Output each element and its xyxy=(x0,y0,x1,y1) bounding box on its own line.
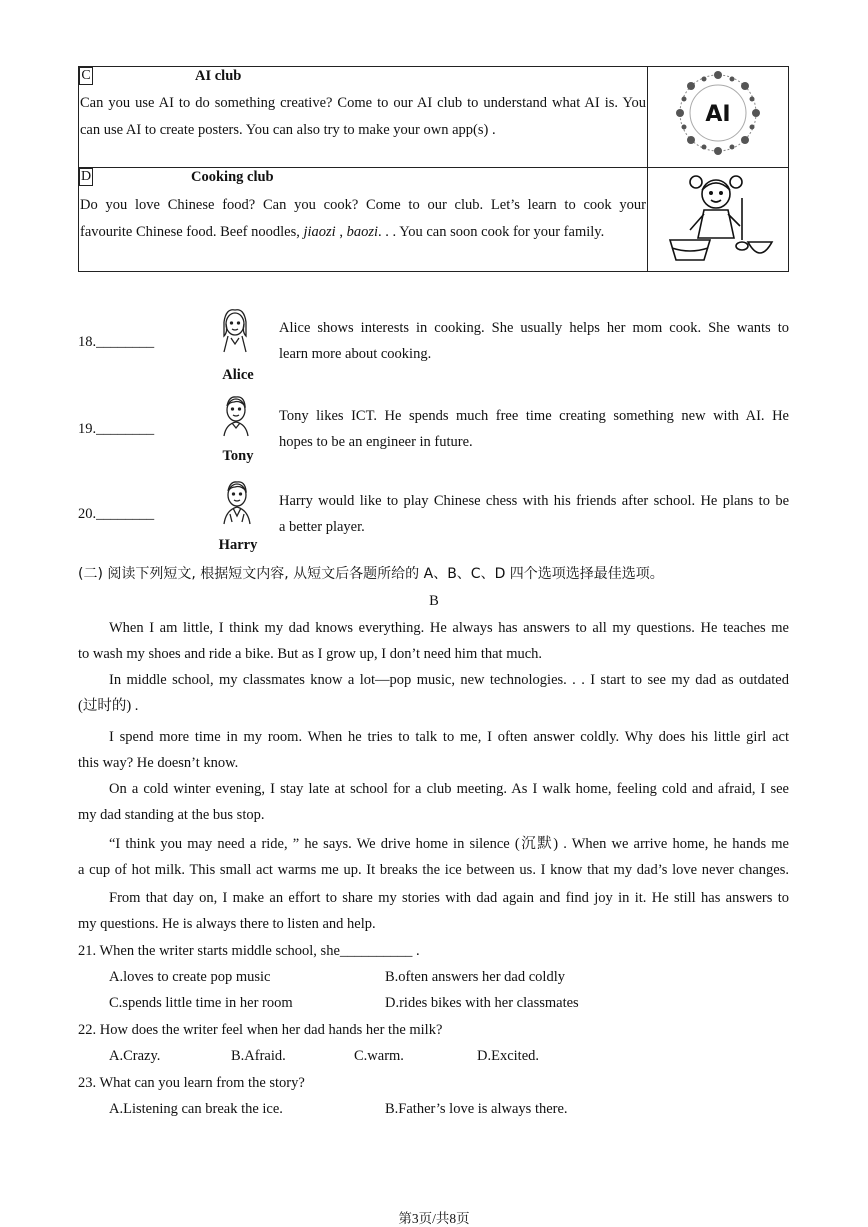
paragraph-line: (过时的) . xyxy=(78,698,139,714)
person-name-alice: Alice xyxy=(222,367,254,383)
paragraph-line: When I am little, I think my dad knows everything. He always has answers to all my questions. He teaches me xyxy=(109,620,789,636)
section-heading: (二) 阅读下列短文, 根据短文内容, 从短文后各题所给的 A、B、C、D 四个选项选择最佳选项。 xyxy=(78,566,664,582)
option-22-d[interactable]: D.Excited. xyxy=(477,1048,540,1064)
question-stem-22: 22. How does the writer feel when her dad hands her the milk? xyxy=(78,1022,443,1038)
passage-paragraph xyxy=(78,667,789,719)
club-description-line: can use AI to create posters. You can also try to make your own app(s) . xyxy=(80,122,496,138)
option-21-d[interactable]: D.rides bikes with her classmates xyxy=(385,995,579,1011)
answer-blank-19[interactable]: 19.________ xyxy=(78,421,155,437)
passage-paragraph xyxy=(78,831,789,883)
paragraph-line: “I think you may need a ride, ” he says. We drive home in silence (沉默) . When we arrive home, he hands me xyxy=(109,836,789,852)
option-21-c[interactable]: C.spends little time in her room xyxy=(109,995,293,1011)
passage-paragraph xyxy=(78,615,789,667)
separator-text: , xyxy=(335,224,347,240)
person-name-harry: Harry xyxy=(218,537,258,553)
person-description-tony xyxy=(279,403,789,455)
option-21-a[interactable]: A.loves to create pop music xyxy=(109,969,271,985)
paragraph-line: I spend more time in my room. When he tries to talk to me, I often answer coldly. Why does his little girl act xyxy=(109,729,789,745)
passage-paragraph xyxy=(78,724,789,776)
club-letter: C xyxy=(79,67,93,85)
paragraph-line: this way? He doesn’t know. xyxy=(78,755,239,771)
description-line: Alice shows interests in cooking. She usually helps her mom cook. She wants to xyxy=(279,320,789,336)
person-description-harry xyxy=(279,488,789,540)
person-description-alice xyxy=(279,315,789,367)
option-22-a[interactable]: A.Crazy. xyxy=(109,1048,161,1064)
answer-blank-18[interactable]: 18.________ xyxy=(78,334,155,350)
paragraph-line: In middle school, my classmates know a lot—pop music, new technologies. . . I start to see my dad as outdated xyxy=(109,672,789,688)
boy-shirt-portrait-icon xyxy=(220,478,254,531)
passage-letter: B xyxy=(429,593,439,609)
club-description-text: favourite Chinese food. Beef noodles, xyxy=(80,224,304,240)
description-line: Tony likes ICT. He spends much free time creating something new with AI. He xyxy=(279,408,789,424)
description-line: hopes to be an engineer in future. xyxy=(279,434,473,450)
paragraph-line: On a cold winter evening, I stay late at school for a club meeting. As I walk home, feeling cold and afraid, I see xyxy=(109,781,789,797)
club-description-tail: . . . You can soon cook for your family. xyxy=(378,224,605,240)
club-description-line: Can you use AI to do something creative? Come to our AI club to understand what AI is. You xyxy=(80,95,646,111)
paragraph-line: to wash my shoes and ride a bike. But as I grow up, I don’t need him that much. xyxy=(78,646,543,662)
jiaozi-word: jiaozi xyxy=(303,224,336,240)
passage-paragraph xyxy=(78,776,789,828)
person-name-tony: Tony xyxy=(222,448,254,464)
paragraph-line: From that day on, I make an effort to share my stories with dad again and find joy in it. He still has answers to xyxy=(109,890,789,906)
paragraph-line: a cup of hot milk. This small act warms me up. It breaks the ice between us. I know that my dad’s love never changes. xyxy=(78,862,789,878)
question-stem-23: 23. What can you learn from the story? xyxy=(78,1075,305,1091)
club-table xyxy=(78,66,789,272)
answer-blank-20[interactable]: 20.________ xyxy=(78,506,155,522)
paragraph-line: my dad standing at the bus stop. xyxy=(78,807,265,823)
question-stem-21: 21. When the writer starts middle school, she__________ . xyxy=(78,943,420,959)
option-22-c[interactable]: C.warm. xyxy=(354,1048,404,1064)
page-footer: 第3页/共8页 xyxy=(398,1211,470,1226)
passage-paragraph xyxy=(78,885,789,937)
club-title: AI club xyxy=(195,68,242,84)
ai-globe-icon xyxy=(648,67,788,168)
club-letter: D xyxy=(80,169,92,184)
club-description-line xyxy=(80,224,646,241)
club-title: Cooking club xyxy=(191,169,274,185)
club-description-line: Do you love Chinese food? Can you cook? Come to our club. Let’s learn to cook your xyxy=(80,197,646,213)
girl-portrait-icon xyxy=(218,306,252,359)
option-21-b[interactable]: B.often answers her dad coldly xyxy=(385,969,565,985)
baozi-word: baozi xyxy=(346,224,379,240)
description-line: Harry would like to play Chinese chess with his friends after school. He plans to be xyxy=(279,493,789,509)
description-line: a better player. xyxy=(279,519,365,535)
paragraph-line: my questions. He is always there to listen and help. xyxy=(78,916,376,932)
cooking-girl-icon xyxy=(648,168,788,271)
option-22-b[interactable]: B.Afraid. xyxy=(231,1048,286,1064)
option-23-a[interactable]: A.Listening can break the ice. xyxy=(109,1101,283,1117)
option-23-b[interactable]: B.Father’s love is always there. xyxy=(385,1101,568,1117)
boy-portrait-icon xyxy=(220,392,252,443)
ai-icon-label: AI xyxy=(705,102,731,127)
description-line: learn more about cooking. xyxy=(279,346,432,362)
